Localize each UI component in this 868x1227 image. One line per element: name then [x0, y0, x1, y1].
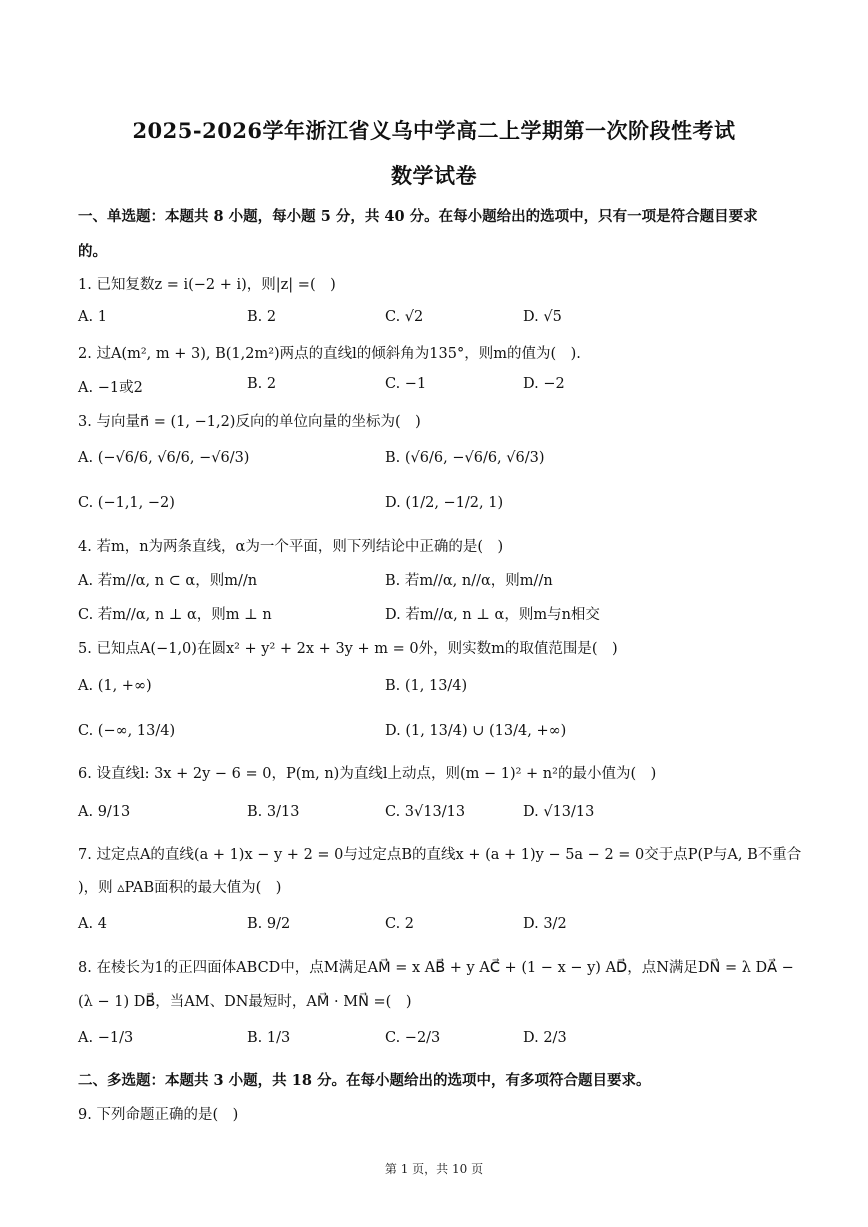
q5-option-b: B. (1, 13/4): [385, 678, 468, 694]
q4-option-a: A. 若m//α, n ⊂ α，则m//n: [78, 573, 258, 589]
q2-option-b: B. 2: [247, 376, 277, 392]
q8-option-d: D. 2/3: [523, 1030, 567, 1046]
q6-option-d: D. √13/13: [523, 804, 595, 820]
q5-stem: 5. 已知点A(−1,0)在圆x² + y² + 2x + 3y + m = 0外，则实数m的取值范围是( ): [78, 641, 618, 657]
q8-option-c: C. −2/3: [385, 1030, 441, 1046]
q4-stem: 4. 若m，n为两条直线，α为一个平面，则下列结论中正确的是( ): [78, 539, 504, 555]
q3-option-a: A. (−√6/6, √6/6, −√6/3): [78, 450, 250, 466]
q2-option-c: C. −1: [385, 376, 427, 392]
page-footer: 第 1 页，共 10 页: [384, 1162, 484, 1176]
section2-heading: 二、多选题：本题共 3 小题，共 18 分。在每小题给出的选项中，有多项符合题目要求。: [78, 1072, 651, 1089]
q1-option-d: D. √5: [523, 309, 562, 325]
q4-option-d: D. 若m//α, n ⊥ α，则m与n相交: [385, 607, 600, 623]
q6-option-a: A. 9/13: [78, 804, 131, 820]
q5-option-c: C. (−∞, 13/4): [78, 723, 176, 739]
exam-subtitle: 数学试卷: [391, 163, 477, 188]
q5-option-d: D. (1, 13/4) ∪ (13/4, +∞): [385, 723, 567, 739]
exam-title: 2025-2026学年浙江省义乌中学高二上学期第一次阶段性考试: [132, 118, 736, 143]
q7-option-a: A. 4: [78, 916, 107, 932]
q8-option-a: A. −1/3: [78, 1030, 134, 1046]
section1-heading-line2: 的。: [78, 243, 107, 260]
q7-option-b: B. 9/2: [247, 916, 291, 932]
q7-stem-line1: 7. 过定点A的直线(a + 1)x − y + 2 = 0与过定点B的直线x + (a + 1)y − 5a − 2 = 0交于点P(P与A, B不重合: [78, 847, 802, 863]
q1-stem: 1. 已知复数z = i(−2 + i)，则|z| =( ): [78, 277, 336, 293]
q4-option-c: C. 若m//α, n ⊥ α，则m ⊥ n: [78, 607, 272, 623]
q8-stem-line2: (λ − 1) DB⃗，当AM、DN最短时，AM⃗ · MN⃗ =( ): [78, 994, 412, 1010]
section1-heading-line1: 一、单选题：本题共 8 小题，每小题 5 分，共 40 分。在每小题给出的选项中，只有一项是符合题目要求: [78, 208, 758, 225]
q2-option-d: D. −2: [523, 376, 565, 392]
q8-stem-line1: 8. 在棱长为1的正四面体ABCD中，点M满足AM⃗ = x AB⃗ + y AC⃗ + (1 − x − y) AD⃗，点N满足DN⃗ = λ DA⃗ −: [78, 960, 794, 976]
q9-stem: 9. 下列命题正确的是( ): [78, 1107, 239, 1123]
q5-option-a: A. (1, +∞): [78, 678, 152, 694]
q3-option-d: D. (1/2, −1/2, 1): [385, 495, 504, 511]
q6-option-b: B. 3/13: [247, 804, 300, 820]
q6-stem: 6. 设直线l: 3x + 2y − 6 = 0，P(m, n)为直线l上动点，则(m − 1)² + n²的最小值为( ): [78, 766, 657, 782]
q2-option-a: A. −1或2: [78, 380, 143, 396]
q8-option-b: B. 1/3: [247, 1030, 291, 1046]
q4-option-b: B. 若m//α, n//α，则m//n: [385, 573, 553, 589]
q7-option-d: D. 3/2: [523, 916, 567, 932]
q7-stem-line2: )，则 ▵PAB面积的最大值为( ): [78, 880, 282, 896]
q2-stem: 2. 过A(m², m + 3), B(1,2m²)两点的直线l的倾斜角为135°，则m的值为( ).: [78, 346, 581, 362]
q6-option-c: C. 3√13/13: [385, 804, 466, 820]
q1-option-a: A. 1: [78, 309, 107, 325]
q3-option-b: B. (√6/6, −√6/6, √6/3): [385, 450, 545, 466]
q7-option-c: C. 2: [385, 916, 415, 932]
q1-option-b: B. 2: [247, 309, 277, 325]
q1-option-c: C. √2: [385, 309, 424, 325]
q3-option-c: C. (−1,1, −2): [78, 495, 175, 511]
q3-stem: 3. 与向量n⃗ = (1, −1,2)反向的单位向量的坐标为( ): [78, 414, 421, 430]
